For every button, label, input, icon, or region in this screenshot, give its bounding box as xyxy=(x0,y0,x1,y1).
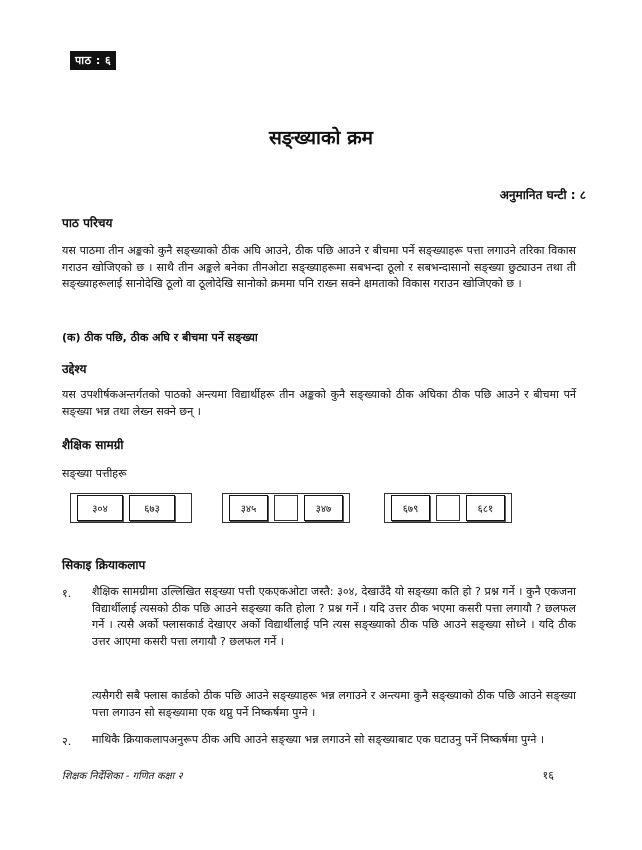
number-cards-row xyxy=(0,493,642,527)
number-card: ३४७ xyxy=(304,495,343,521)
number-card: ६७३ xyxy=(129,495,175,521)
number-card: ३४५ xyxy=(229,495,268,521)
card-group-2 xyxy=(222,493,350,523)
number-card: ६७९ xyxy=(391,495,430,521)
footer-book-title: शिक्षक निर्देशिका - गणित कक्षा २ xyxy=(62,771,183,782)
number-card: ६८१ xyxy=(466,495,505,521)
number-cards-label: सङ्ख्या पत्तीहरू xyxy=(62,467,127,480)
card-group-3 xyxy=(384,493,512,523)
item-number: २. xyxy=(62,735,72,748)
estimated-periods: अनुमानित घन्टी : ८ xyxy=(499,188,586,202)
materials-heading: शैक्षिक सामग्री xyxy=(62,438,124,452)
activity-2-paragraph: माथिकै क्रियाकलापअनुरूप ठीक अघि आउने सङ्ख्या भन्न लगाउने सो सङ्ख्याबाट एक घटाउनु पर्ने निष्कर्षमा पुग्ने । xyxy=(92,733,545,746)
page-title: सङ्ख्याको क्रम xyxy=(268,127,374,149)
intro-heading: पाठ परिचय xyxy=(62,216,113,230)
activity-1-paragraph-1: शैक्षिक सामग्रीमा उल्लिखित सङ्ख्या पत्ती एकएकओटा जस्तै: ३०४, देखाउँदै यो सङ्ख्या कति हो ? प्रश्न गर्ने । कुनै एकजना विद्यार्थीलाई त्यसको ठीक पछि आउने सङ्ख्या कति होला ? प्रश्न गर्ने । यदि उत्तर ठीक भएमा कसरी पत्ता लगायौ ? छलफल गर्ने । त्यसै अर्को फ्लासकार्ड देखाएर अर्को विद्यार्थीलाई पनि त्यस सङ्ख्याको ठीक पछि आउने सङ्ख्या सोध्ने । यदि ठीक उत्तर आएमा कसरी पत्ता लगायौ ? छलफल गर्ने । xyxy=(92,585,576,648)
objective-heading: उद्देश्य xyxy=(62,362,87,376)
blank-card xyxy=(436,495,460,521)
lesson-number-tab: पाठ : ६ xyxy=(70,51,116,70)
intro-paragraph: यस पाठमा तीन अङ्कको कुनै सङ्ख्याको ठीक अघि आउने, ठीक पछि आउने र बीचमा पर्ने सङ्ख्याहरू पत्ता लगाउने तरिका विकास गराउन खोजिएको छ । साथै तीन अङ्कले बनेका तीनओटा सङ्ख्याहरूमा सबभन्दा ठूलो र सबभन्दासानो सङ्ख्या छुट्याउन तथा ती सङ्ख्याहरूलाई सानोदेखि ठूलो वा ठूलोदेखि सानोको क्रममा पनि राख्न सक्ने क्षमताको विकास गराउन खोजिएको छ । xyxy=(62,244,576,290)
activity-1-paragraph-2: त्यसैगरी सबै फ्लास कार्डको ठीक पछि आउने सङ्ख्याहरू भन्न लगाउने र अन्त्यमा कुनै सङ्ख्याको ठीक पछि आउने सङ्ख्या पत्ता लगाउन सो सङ्ख्यामा एक थप्नु पर्ने निष्कर्षमा पुग्ने । xyxy=(92,689,576,719)
activities-heading: सिकाइ क्रियाकलाप xyxy=(62,558,146,572)
item-number: १. xyxy=(62,587,72,600)
blank-card xyxy=(274,495,298,521)
subtopic-heading: (क) ठीक पछि, ठीक अघि र बीचमा पर्ने सङ्ख्या xyxy=(62,331,258,344)
card-group-1 xyxy=(70,493,192,523)
page-number: १६ xyxy=(542,769,554,782)
number-card: ३०४ xyxy=(77,495,123,521)
objective-paragraph: यस उपशीर्षकअन्तर्गतको पाठको अन्त्यमा विद्यार्थीहरू तीन अङ्कको कुनै सङ्ख्याको ठीक अघिका ठीक पछि आउने र बीचमा पर्ने सङ्ख्या भन्न तथा लेख्न सक्ने छन् । xyxy=(62,388,576,418)
